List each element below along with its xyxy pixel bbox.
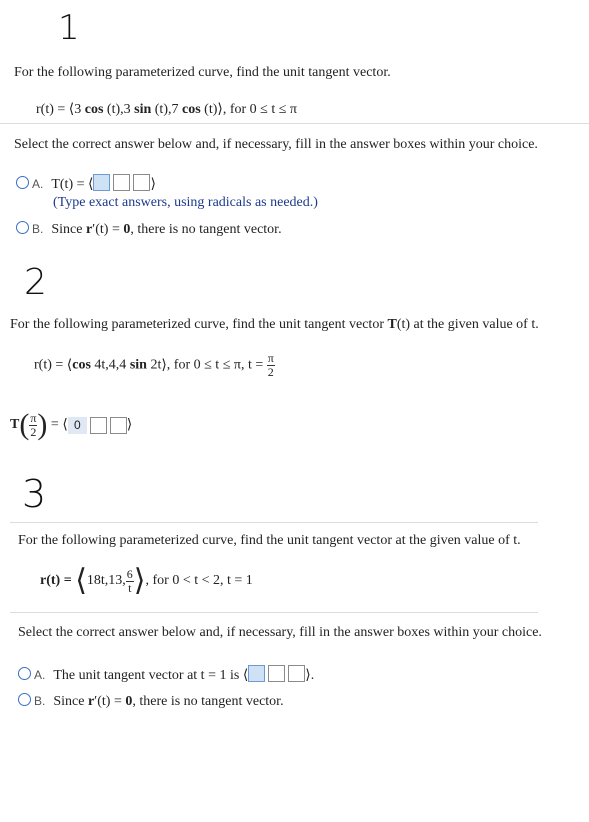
problem-3-equation: r(t) = ⟨18t,13, $\frac{6}{t}$ ⟩, for 0 < t < 2, t = 1 (40, 564, 253, 597)
problem-1-prompt: For the following parameterized curve, find the unit tangent vector. (14, 65, 391, 80)
problem-number-1: 1 (58, 8, 80, 48)
answer-box-1[interactable]: 0 (68, 417, 87, 434)
answer-box-3[interactable] (133, 174, 150, 191)
radio-button[interactable] (16, 176, 29, 189)
problem-2-equation: r(t) = ⟨cos 4t,4,4 sin 2t⟩, for 0 ≤ t ≤ π, t = $\frac{\pi}{2}$ (34, 351, 274, 379)
divider (10, 522, 538, 523)
problem-1-option-a[interactable]: A. T(t) = ⟨ ⟩ (16, 174, 156, 193)
divider (0, 123, 589, 124)
answer-box-3[interactable] (110, 417, 127, 434)
problem-3-instruction: Select the correct answer below and, if necessary, fill in the answer boxes within your choice. (18, 625, 542, 640)
radio-button[interactable] (18, 667, 31, 680)
radio-button[interactable] (16, 221, 29, 234)
answer-box-1[interactable] (248, 665, 265, 682)
problem-number-2: 2 (24, 262, 47, 303)
problem-number-3: 3 (22, 472, 47, 516)
problem-2-answer: T( $\frac{\pi}{2}$ ) = ⟨ 0 ⟩ (10, 408, 133, 441)
answer-box-3[interactable] (288, 665, 305, 682)
problem-3-option-a[interactable]: A. The unit tangent vector at t = 1 is ⟨ ⟩. (18, 665, 314, 684)
radio-button[interactable] (18, 693, 31, 706)
answer-box-2[interactable] (113, 174, 130, 191)
problem-3-prompt: For the following parameterized curve, find the unit tangent vector at the given value of t. (18, 533, 521, 548)
answer-box-2[interactable] (90, 417, 107, 434)
answer-box-2[interactable] (268, 665, 285, 682)
problem-2-prompt: For the following parameterized curve, find the unit tangent vector T(t) at the given value of t. (10, 317, 539, 332)
problem-1-option-b[interactable]: B. Since r′(t) = 0, there is no tangent vector. (16, 221, 282, 238)
problem-1-equation: r(t) = ⟨3 cos (t),3 sin (t),7 cos (t)⟩, for 0 ≤ t ≤ π (36, 102, 297, 117)
answer-box-1[interactable] (93, 174, 110, 191)
divider (10, 612, 538, 613)
problem-1-hint: (Type exact answers, using radicals as needed.) (53, 195, 318, 210)
problem-1-instruction: Select the correct answer below and, if necessary, fill in the answer boxes within your choice. (14, 137, 538, 152)
problem-3-option-b[interactable]: B. Since r′(t) = 0, there is no tangent vector. (18, 693, 284, 710)
